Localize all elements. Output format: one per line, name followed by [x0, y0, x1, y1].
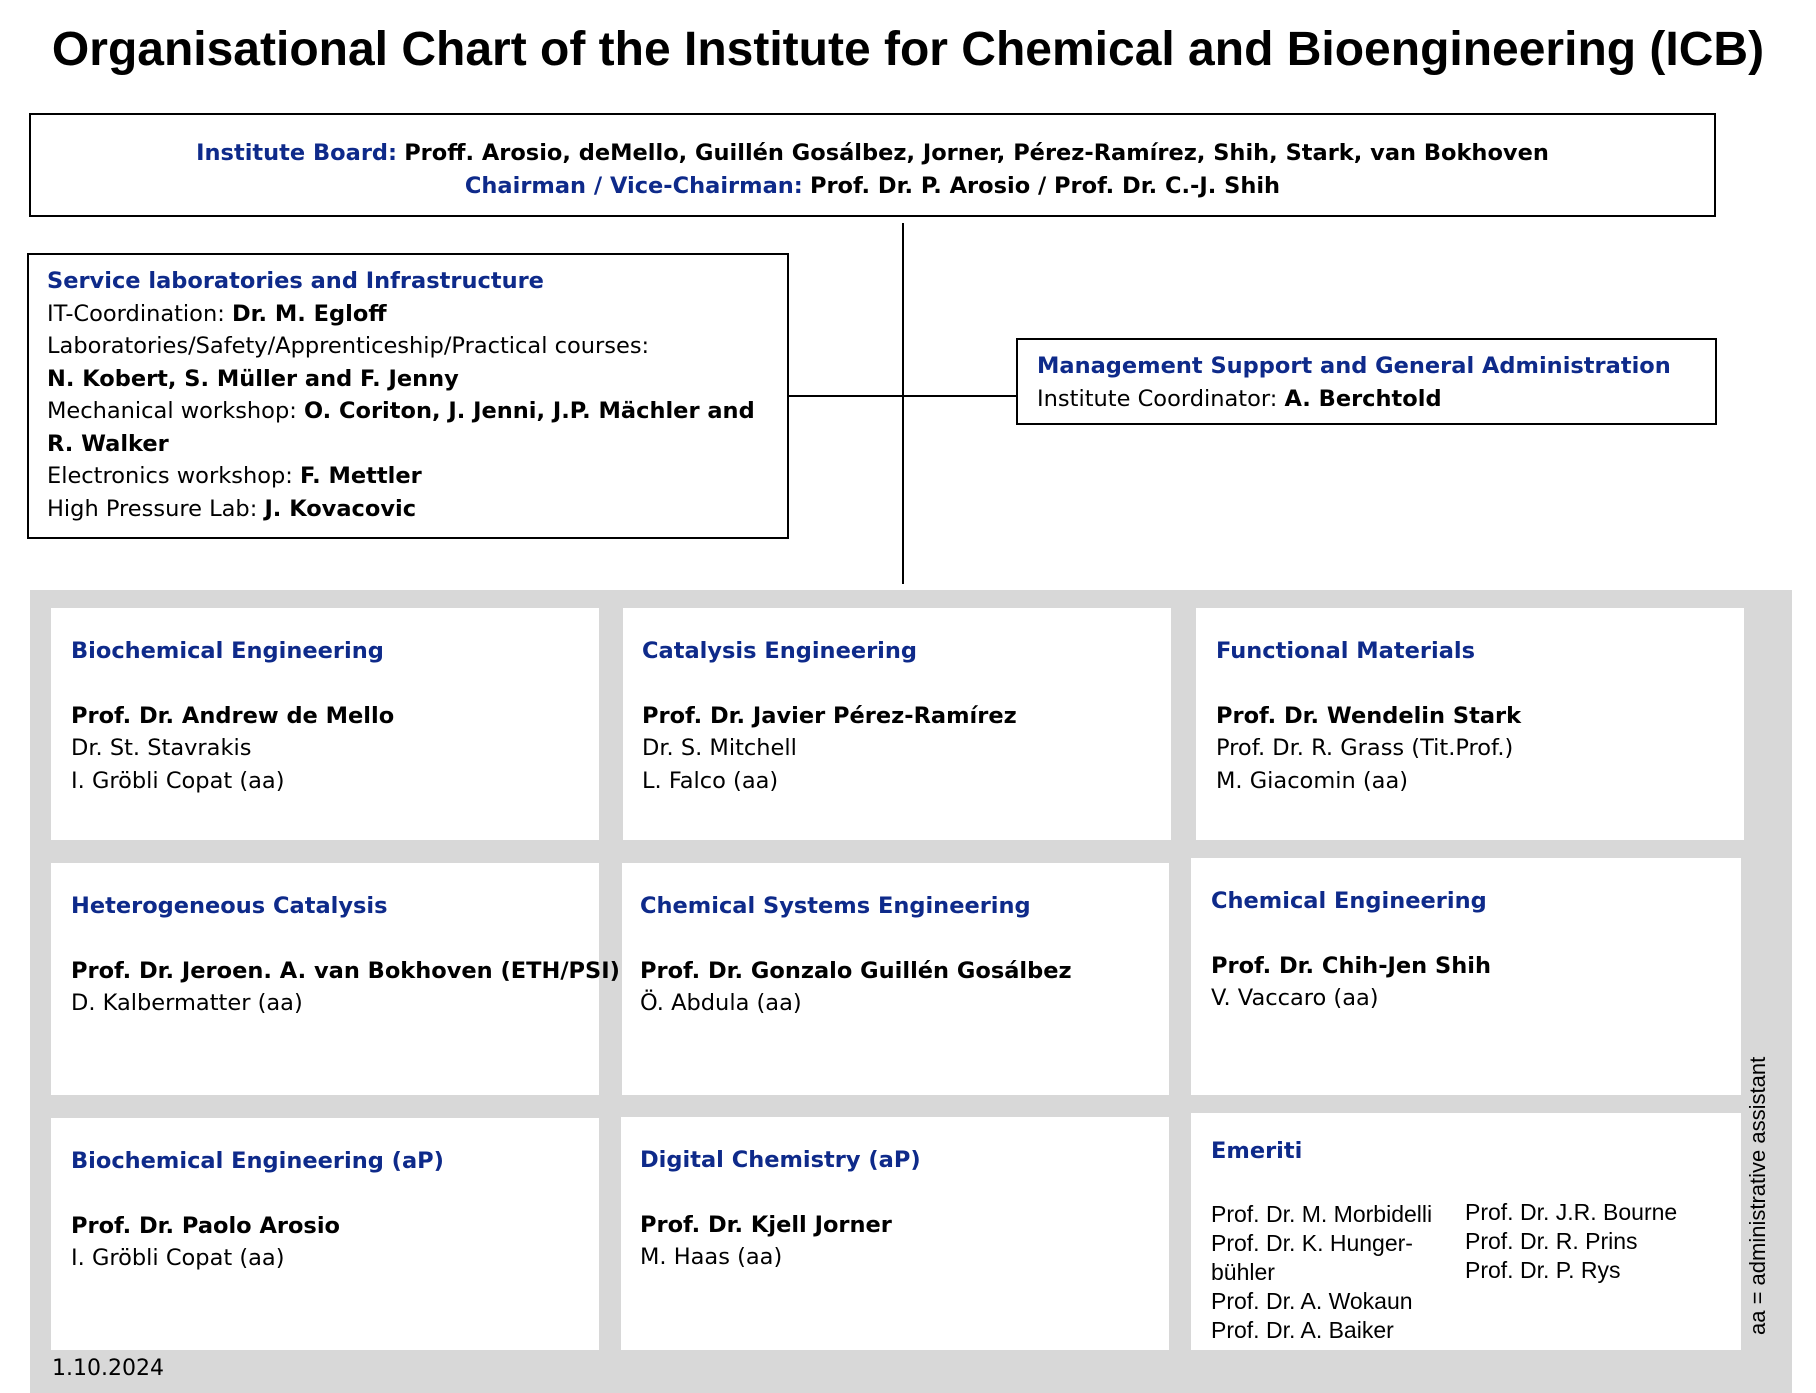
coord-line [1037, 383, 1715, 416]
groups-panel [30, 590, 1792, 1393]
chair-names: Prof. Dr. P. Arosio / Prof. Dr. C.-J. Shih [809, 172, 1281, 199]
group-card [51, 1118, 599, 1350]
group-card [51, 608, 599, 840]
page-title: Organisational Chart of the Institute for Chemical and Bioengineering (ICB) [51, 23, 1765, 76]
chair-label: Chairman / Vice-Chairman: [464, 172, 803, 199]
group-member: D. Kalbermatter (aa) [71, 990, 303, 1016]
emeritus: Prof. Dr. A. Wokaun [1211, 1287, 1413, 1314]
elec-line [47, 460, 787, 493]
hp-line [47, 493, 787, 526]
group-member: L. Falco (aa) [642, 767, 779, 794]
group-card [1196, 608, 1744, 840]
it-label: IT-Coordination: [47, 300, 225, 327]
group-member: Ö. Abdula (aa) [640, 990, 802, 1016]
group-heading: Chemical Systems Engineering [640, 893, 1031, 919]
mech-names-cont: R. Walker [47, 430, 169, 457]
connector-horizontal [789, 395, 1017, 397]
group-card [1191, 858, 1741, 1095]
group-heading: Digital Chemistry (aP) [640, 1147, 921, 1173]
group-card [51, 863, 620, 1095]
group-head: Prof. Dr. Javier Pérez-Ramírez [642, 702, 1017, 729]
emeritus: bühler [1211, 1258, 1275, 1285]
management-box [1016, 338, 1717, 425]
hp-name: J. Kovacovic [264, 495, 417, 522]
emeritus: Prof. Dr. A. Baiker [1211, 1316, 1394, 1343]
group-card [623, 608, 1171, 840]
group-card [622, 863, 1169, 1095]
board-label: Institute Board: [196, 140, 398, 166]
group-member: I. Gröbli Copat (aa) [71, 1245, 285, 1271]
emeriti-list [1211, 1198, 1741, 1345]
elec-label: Electronics workshop: [47, 463, 293, 489]
group-card [621, 1117, 1169, 1350]
group-member: Dr. St. Stavrakis [71, 735, 252, 761]
emeriti-col-2 [1465, 1198, 1677, 1345]
group-heading: Catalysis Engineering [642, 638, 918, 664]
it-line [47, 298, 787, 331]
coord-label: Institute Coordinator: [1037, 385, 1278, 412]
group-head: Prof. Dr. Gonzalo Guillén Gosálbez [640, 957, 1072, 984]
group-heading: Chemical Engineering [1211, 888, 1487, 914]
group-member: M. Giacomin (aa) [1216, 767, 1409, 794]
management-heading: Management Support and General Administration [1037, 353, 1671, 379]
group-head: Prof. Dr. Paolo Arosio [71, 1212, 340, 1239]
group-head: Prof. Dr. Jeroen. A. van Bokhoven (ETH/PSI) [71, 957, 620, 984]
service-labs-box [27, 253, 789, 539]
group-member: Dr. S. Mitchell [642, 735, 797, 761]
legend-aa: aa = administrative assistant [1745, 1056, 1770, 1335]
mech-names: O. Coriton, J. Jenni, J.P. Mächler and [303, 398, 755, 424]
group-member: V. Vaccaro (aa) [1211, 985, 1379, 1011]
emeritus: Prof. Dr. J.R. Bourne [1465, 1198, 1678, 1225]
labs-label: Laboratories/Safety/Apprenticeship/Practical courses: [47, 333, 650, 359]
service-heading: Service laboratories and Infrastructure [47, 268, 544, 294]
group-head: Prof. Dr. Andrew de Mello [71, 702, 395, 729]
emeritus: Prof. Dr. M. Morbidelli [1211, 1200, 1433, 1227]
mech-line [47, 395, 787, 428]
group-heading: Biochemical Engineering (aP) [71, 1148, 444, 1174]
it-name: Dr. M. Egloff [231, 300, 387, 327]
emeritus: Prof. Dr. K. Hunger- [1211, 1229, 1413, 1256]
chair-line [31, 170, 1714, 203]
mech-label: Mechanical workshop: [47, 398, 297, 424]
emeritus: Prof. Dr. R. Prins [1465, 1227, 1638, 1254]
institute-board-box [29, 113, 1716, 217]
group-heading: Biochemical Engineering [71, 638, 384, 664]
emeriti-heading: Emeriti [1211, 1138, 1303, 1164]
hp-label: High Pressure Lab: [47, 495, 258, 522]
emeritus: Prof. Dr. P. Rys [1465, 1256, 1621, 1283]
elec-name: F. Mettler [300, 463, 422, 489]
group-heading: Functional Materials [1216, 638, 1475, 664]
date-label: 1.10.2024 [52, 1356, 164, 1381]
board-members: Proff. Arosio, deMello, Guillén Gosálbez, Jorner, Pérez-Ramírez, Shih, Stark, van Bokhoven [404, 140, 1549, 166]
group-head: Prof. Dr. Wendelin Stark [1216, 702, 1522, 729]
coord-name: A. Berchtold [1284, 385, 1442, 412]
group-heading: Heterogeneous Catalysis [71, 893, 388, 919]
group-head: Prof. Dr. Chih-Jen Shih [1211, 952, 1491, 979]
emeriti-col-1 [1211, 1198, 1465, 1345]
connector-vertical [902, 223, 904, 584]
group-head: Prof. Dr. Kjell Jorner [640, 1211, 892, 1238]
group-member: I. Gröbli Copat (aa) [71, 767, 285, 794]
emeriti-card [1191, 1113, 1741, 1350]
group-member: Prof. Dr. R. Grass (Tit.Prof.) [1216, 735, 1514, 761]
board-line [31, 137, 1714, 170]
group-member: M. Haas (aa) [640, 1244, 783, 1270]
labs-names: N. Kobert, S. Müller and F. Jenny [47, 365, 459, 392]
